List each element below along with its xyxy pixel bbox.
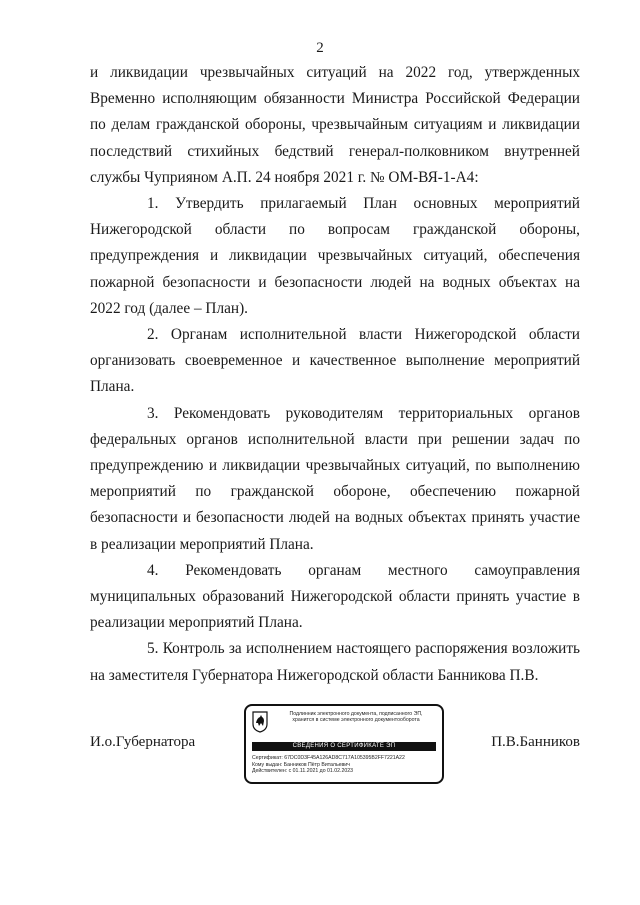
stamp-cert-label: Сертификат: xyxy=(252,755,283,761)
stamp-intro xyxy=(272,711,440,723)
stamp-cert-value: 67DC0D3F45A126AD8C717A105395B2FF7221A22 xyxy=(284,755,405,761)
signatory-position: И.о.Губернатора xyxy=(90,734,196,750)
stamp-details xyxy=(252,755,438,775)
stamp-owner-label: Кому выдан: xyxy=(252,761,283,768)
page-number: 2 xyxy=(316,40,324,56)
stamp-valid-row xyxy=(252,768,438,775)
paragraph-item-2: 2. Органам исполнительной власти Нижегородской области организовать своевременное и качественное выполнение мероприятий Плана. xyxy=(90,326,580,396)
stamp-valid-label: Действителен: xyxy=(252,768,288,775)
stamp-cert-row xyxy=(252,755,438,762)
paragraph-item-3: 3. Рекомендовать руководителям территориальных органов федеральных органов исполнительной власти при решении задач по предупреждению и ликвидации чрезвычайных ситуаций, по выполнению мероприятий по гражданской обороне, обеспечению пожарной безопасности и безопасности людей на водных объектах принять участие в реализации мероприятий Плана. xyxy=(90,404,580,553)
stamp-intro-line-2: хранится в системе электронного документооборота xyxy=(292,717,420,724)
electronic-signature-stamp xyxy=(244,704,444,784)
stamp-intro-line-1: Подлинник электронного документа, подписанного ЭП, xyxy=(289,711,423,717)
paragraph-item-5: 5. Контроль за исполнением настоящего распоряжения возложить на заместителя Губернатора Нижегородской области Банникова П.В. xyxy=(90,640,580,684)
stamp-banner: СВЕДЕНИЯ О СЕРТИФИКАТЕ ЭП xyxy=(252,742,436,751)
stamp-valid-value: с 01.11.2021 до 01.02.2023 xyxy=(288,768,353,775)
paragraph-item-1: 1. Утвердить прилагаемый План основных мероприятий Нижегородской области по вопросам гражданской обороны, предупреждения и ликвидации чрезвычайных ситуаций, обеспечения пожарной безопасности и безопасности людей на водных объектах на 2022 год (далее – План). xyxy=(90,195,580,317)
signatory-name: П.В.Банников xyxy=(491,734,580,750)
paragraph-preamble: и ликвидации чрезвычайных ситуаций на 2022 год, утвержденных Временно исполняющим обязанности Министра Российской Федерации по делам гражданской обороны, чрезвычайным ситуациям и ликвидации последствий стихийных бедствий генерал-полковником внутренней службы Чуприяном А.П. 24 ноября 2021 г. № ОМ-ВЯ-1-А4: xyxy=(90,64,580,186)
coat-of-arms-icon xyxy=(252,711,268,733)
stamp-owner-value: Банников Пётр Витальевич xyxy=(283,761,350,768)
paragraph-item-4: 4. Рекомендовать органам местного самоуправления муниципальных образований Нижегородской области принять участие в реализации мероприятий Плана. xyxy=(90,561,580,632)
document-body xyxy=(90,60,580,689)
